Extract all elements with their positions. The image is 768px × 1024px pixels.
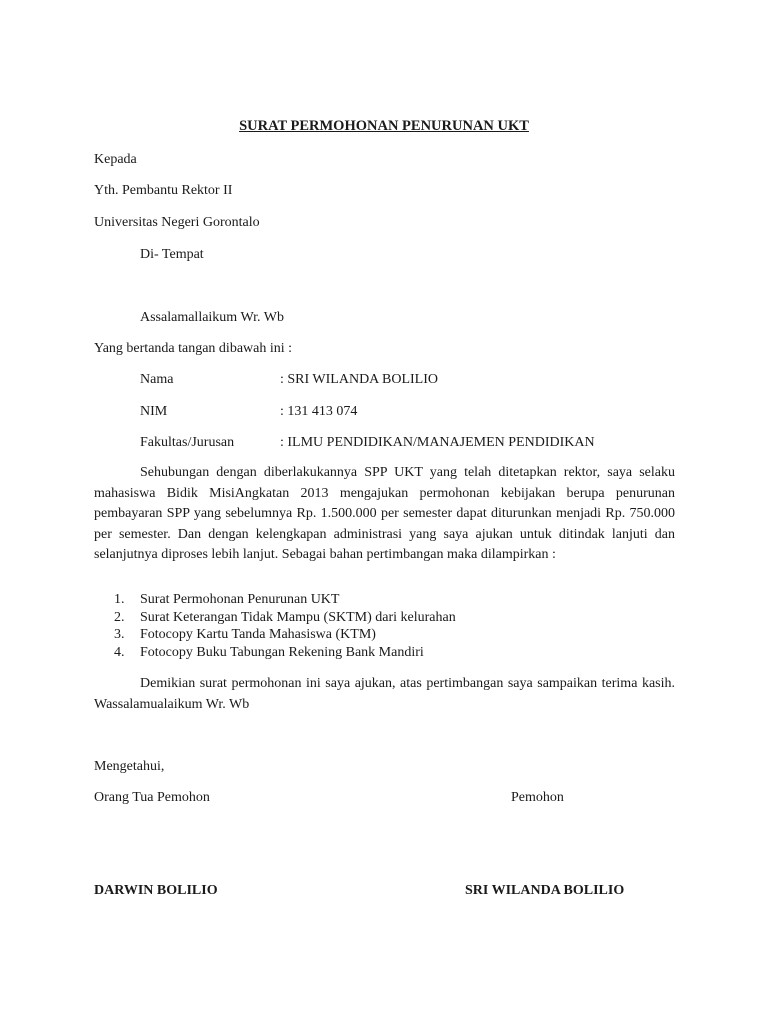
list-item-number: 3. (114, 627, 125, 642)
recipient-line-title: Yth. Pembantu Rektor II (94, 183, 233, 198)
recipient-line-kepada: Kepada (94, 152, 137, 167)
identity-label-nim: NIM (140, 404, 168, 419)
list-item (94, 644, 456, 662)
acknowledged-label: Mengetahui, (94, 759, 165, 774)
recipient-line-place: Di- Tempat (140, 247, 204, 262)
signatory-right-name: SRI WILANDA BOLILIO (465, 883, 625, 898)
greeting: Assalamallaikum Wr. Wb (140, 310, 284, 325)
signatory-left-role: Orang Tua Pemohon (94, 790, 210, 805)
closing-paragraph: Demikian surat permohonan ini saya ajukan, atas pertimbangan saya sampaikan terima kasih. Wassalamualaikum Wr. Wb (94, 676, 675, 712)
recipient-line-institution: Universitas Negeri Gorontalo (94, 215, 260, 230)
identity-label-name: Nama (140, 372, 174, 387)
list-item (94, 626, 456, 644)
list-item (94, 609, 456, 627)
list-item-text: Surat Keterangan Tidak Mampu (SKTM) dari kelurahan (140, 609, 456, 625)
intro-line: Yang bertanda tangan dibawah ini : (94, 341, 293, 356)
identity-value-name: : SRI WILANDA BOLILIO (280, 372, 439, 387)
list-item-number: 4. (114, 644, 125, 660)
identity-value-nim: : 131 413 074 (280, 404, 358, 419)
list-item-number: 1. (114, 592, 125, 607)
signatory-left-name: DARWIN BOLILIO (94, 883, 218, 898)
letter-title: SURAT PERMOHONAN PENURUNAN UKT (239, 118, 529, 134)
signatory-right-role: Pemohon (511, 790, 564, 805)
list-item-text: Fotocopy Kartu Tanda Mahasiswa (KTM) (140, 627, 376, 642)
list-item (94, 591, 456, 609)
attachment-list (94, 591, 456, 661)
list-item-number: 2. (114, 609, 125, 625)
identity-value-faculty: : ILMU PENDIDIKAN/MANAJEMEN PENDIDIKAN (280, 435, 595, 450)
body-paragraph: Sehubungan dengan diberlakukannya SPP UKT yang telah ditetapkan rektor, saya selaku mahasiswa Bidik MisiAngkatan 2013 mengajukan permohonan kebijakan berupa penurunan pembayaran SPP yang sebelumnya Rp. 1.500.000 per semester dapat diturunkan menjadi Rp. 750.000 per semester. Dan dengan kelengkapan administrasi yang saya ajukan untuk ditindak lanjuti dan selanjutnya diproses lebih lanjut. Sebagai bahan pertimbangan maka dilampirkan : (94, 465, 675, 563)
identity-label-faculty: Fakultas/Jurusan (140, 435, 235, 450)
list-item-text: Fotocopy Buku Tabungan Rekening Bank Mandiri (140, 644, 424, 660)
list-item-text: Surat Permohonan Penurunan UKT (140, 592, 340, 607)
